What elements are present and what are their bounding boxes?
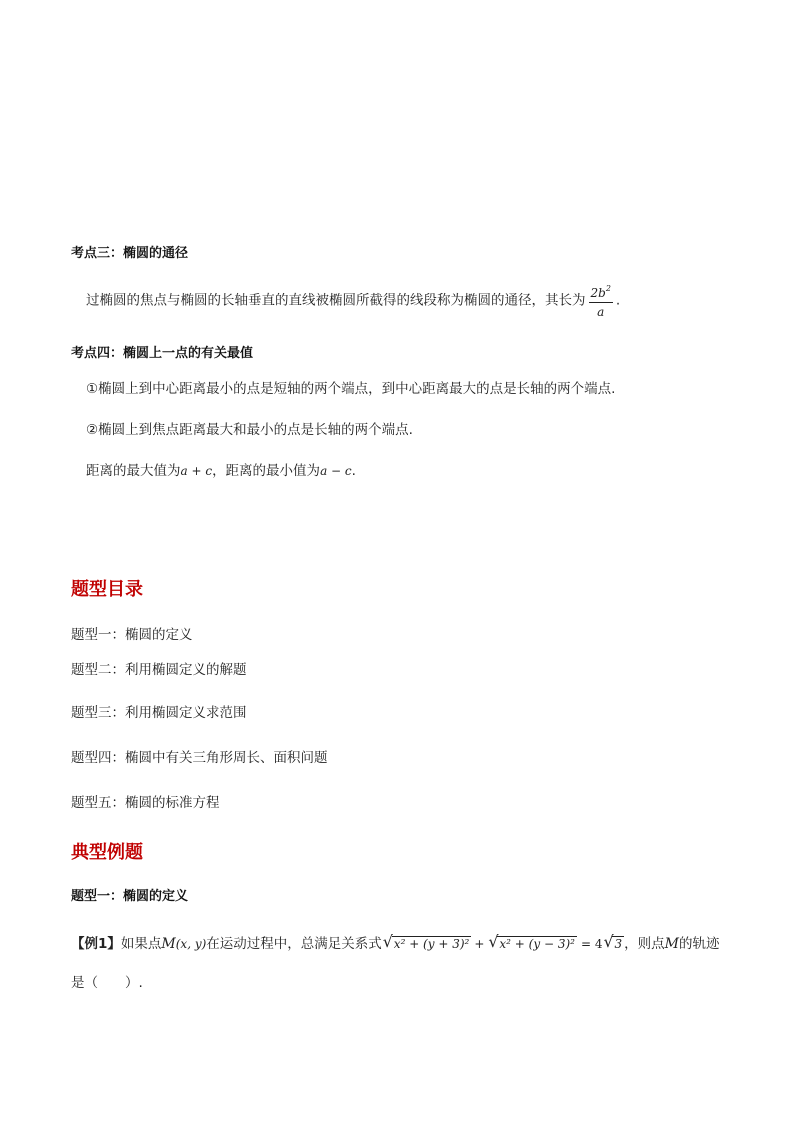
- kaodian3-end: .: [615, 292, 621, 309]
- sqrt-term-2: √ x² + (y − 3)²: [488, 932, 575, 951]
- example1-line1: [71, 932, 719, 952]
- toc-item-1: 题型一：椭圆的定义: [71, 627, 193, 643]
- kaodian3-paragraph: [86, 282, 620, 319]
- plus-sign: +: [474, 937, 485, 951]
- equals-sign: = 4: [580, 937, 603, 951]
- ex1-text-a: 如果点: [120, 936, 162, 952]
- ex1-text-c: ，则点: [624, 936, 665, 952]
- ex1-text-b: 在运动过程中，总满足关系式: [206, 936, 382, 952]
- kaodian3-title: 考点三：椭圆的通径: [71, 246, 189, 261]
- example1-label: 【例1】: [71, 936, 121, 952]
- kaodian4-item1: ①椭圆上到中心距离最小的点是短轴的两个端点，到中心距离最大的点是长轴的两个端点.: [86, 381, 616, 397]
- kaodian4-line3: [86, 459, 356, 479]
- type1-title: 题型一：椭圆的定义: [71, 889, 189, 904]
- toc-item-3: 题型三：利用椭圆定义求范围: [71, 705, 247, 721]
- point-m: M: [161, 936, 176, 952]
- ex1-text-d: 的轨迹: [678, 936, 720, 952]
- sqrt-term-1: √ x² + (y + 3)²: [382, 932, 470, 951]
- min-label: ，距离的最小值为: [212, 463, 321, 479]
- sqrt-term-3: √ 3: [603, 932, 623, 951]
- frac-denominator: a: [597, 305, 605, 319]
- examples-heading: 典型例题: [71, 842, 143, 863]
- example1-line2: 是（ ）.: [71, 975, 143, 991]
- line3-end: .: [351, 463, 356, 479]
- point-coords: (x, y): [175, 937, 207, 951]
- kaodian4-item2: ②椭圆上到焦点距离最大和最小的点是长轴的两个端点.: [86, 422, 413, 438]
- max-expression: a + c: [180, 464, 213, 478]
- latus-rectum-fraction: [589, 282, 613, 319]
- toc-item-5: 题型五：椭圆的标准方程: [71, 795, 220, 811]
- toc-item-2: 题型二：利用椭圆定义的解题: [71, 662, 247, 678]
- max-label: 距离的最大值为: [86, 463, 181, 479]
- kaodian3-text: 过椭圆的焦点与椭圆的长轴垂直的直线被椭圆所截得的线段称为椭圆的通径，其长为: [86, 292, 586, 309]
- min-expression: a − c: [320, 464, 352, 478]
- toc-item-4: 题型四：椭圆中有关三角形周长、面积问题: [71, 750, 328, 766]
- point-m-2: M: [664, 936, 679, 952]
- frac-numerator: $2b^2$: [589, 282, 613, 303]
- toc-heading: 题型目录: [71, 579, 143, 600]
- kaodian4-title: 考点四：椭圆上一点的有关最值: [71, 346, 254, 361]
